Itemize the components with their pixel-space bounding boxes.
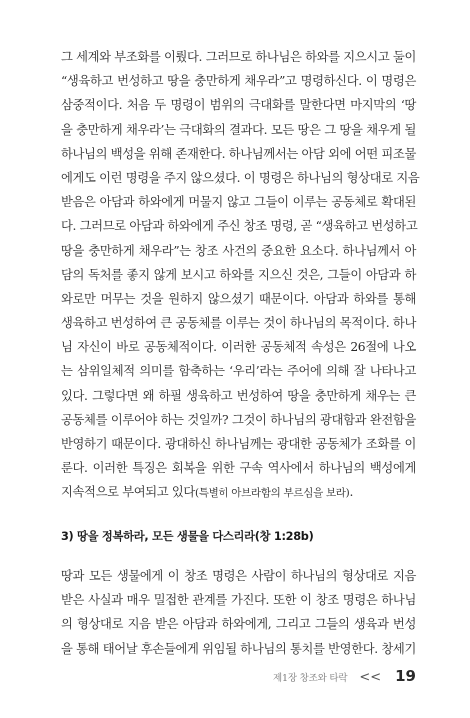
text-line: 그 세계와 부조화를 이뤘다. 그러므로 하나님은 하와를 지으시고 둘이: [61, 50, 416, 64]
text-line: “생육하고 번성하고 땅을 충만하게 채우라”고 명령하신다. 이 명령은: [61, 74, 416, 89]
text-line: 공동체를 이루어야 하는 것일까? 그것이 하나님의 광대함과 완전함을: [61, 412, 416, 427]
body-paragraph-1: [61, 45, 420, 505]
text-line: 삼중적이다. 처음 두 명령이 범위의 극대화를 말한다면 마지막의 ‘땅: [61, 98, 416, 113]
text-line: 님 자신이 바로 공동체적이다. 이러한 공동체적 속성은 26절에 나오: [61, 340, 416, 355]
last-line-main: 지속적으로 부여되고 있다: [61, 485, 195, 500]
bible-reference-note: (특별히 아브라함의 부르심을 보라): [194, 487, 350, 500]
text-line: 에게도 이런 명령을 주지 않으셨다. 이 명령은 하나님의 형상대로 지음: [61, 170, 420, 185]
text-line: [61, 480, 416, 504]
text-line: 받은 사실과 매우 밀접한 관계를 가진다. 또한 이 창조 명령은 하나님: [61, 593, 416, 608]
section-heading: 3) 땅을 정복하라, 모든 생물을 다스리라(창 1:28b): [61, 530, 314, 543]
text-line: 와로만 머무는 것을 원하지 않으셨기 때문이다. 아담과 하와를 통해: [61, 291, 416, 306]
body-paragraph-2: [61, 564, 416, 661]
text-line: 의 형상대로 지음 받은 아담과 하와에게, 그리고 그들의 생육과 번성: [61, 617, 416, 632]
text-line: 담의 독처를 좋지 않게 보시고 하와를 지으신 것은, 그들이 아담과 하: [61, 267, 416, 282]
text-line: 생육하고 번성하여 큰 공동체를 이루는 것이 하나님의 목적이다. 하나: [61, 316, 416, 331]
text-line: 는 삼위일체적 의미를 함축하는 ‘우리’라는 주어에 의해 잘 나타나고: [61, 364, 416, 379]
text-line: 땅과 모든 생물에게 이 창조 명령은 사람이 하나님의 형상대로 지음: [61, 569, 416, 583]
text-line: 을 통해 태어날 후손들에게 위임될 하나님의 통치를 반영한다. 창세기: [61, 641, 416, 656]
page-footer: [273, 667, 416, 685]
text-line: 다. 그러므로 아담과 하와에게 주신 창조 명령, 곧 “생육하고 번성하고: [61, 219, 418, 234]
page-number: 19: [395, 667, 416, 685]
text-line: 을 충만하게 채우라’는 극대화의 결과다. 모든 땅은 그 땅을 채우게 될: [61, 122, 416, 137]
text-line: 반영하기 때문이다. 광대하신 하나님께는 광대한 공동체가 조화를 이: [61, 437, 416, 451]
text-line: 있다. 그렇다면 왜 하필 생육하고 번성하여 땅을 충만하게 채우는 큰: [61, 388, 416, 403]
text-line: 받음은 아담과 하와에게 머물지 않고 그들이 이루는 공동체로 확대된: [61, 195, 416, 210]
last-line-end: .: [349, 485, 354, 500]
chapter-label: 제1장 창조와 타락: [273, 673, 348, 684]
chevron-left-icon: <<: [359, 670, 382, 685]
text-line: 땅을 충만하게 채우라”는 창조 사건의 중요한 요소다. 하나님께서 아: [61, 243, 416, 258]
text-line: 룬다. 이러한 특징은 회복을 위한 구속 역사에서 하나님의 백성에게: [61, 461, 416, 476]
text-line: 하나님의 백성을 위해 존재한다. 하나님께서는 아담 외에 어떤 피조물: [61, 146, 416, 161]
